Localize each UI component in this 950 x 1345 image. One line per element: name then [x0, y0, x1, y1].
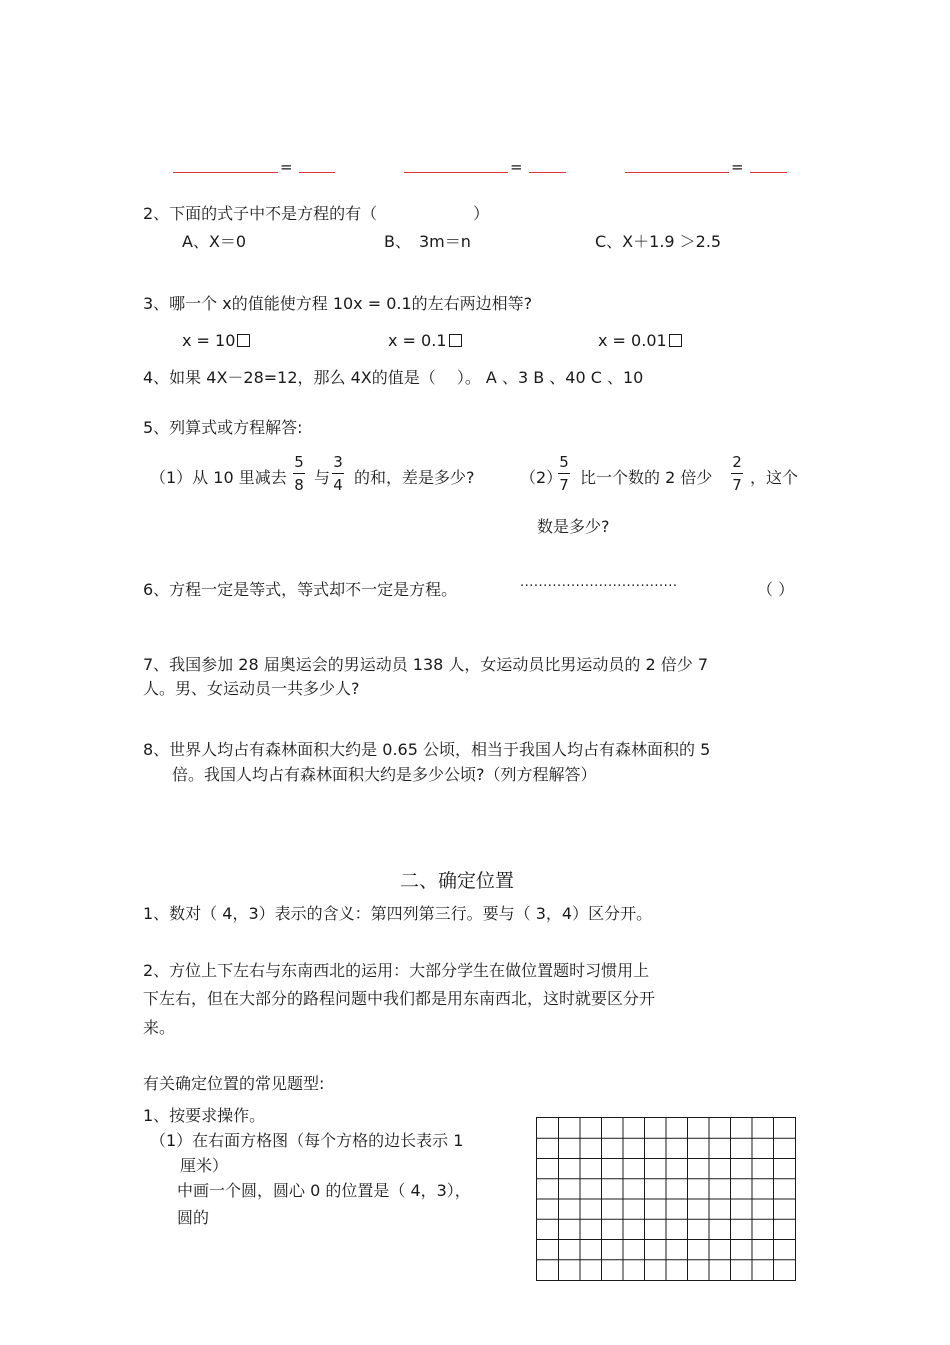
numerator: 5	[294, 453, 304, 471]
section-2-point-2-line2: 下左右，但在大部分的路程问题中我们都是用东南西北，这时就要区分开	[143, 989, 656, 1008]
equals-sign: =	[731, 158, 744, 176]
exercise-1-1-line3: 中画一个圆，圆心 0 的位置是（ 4，3），	[177, 1181, 471, 1200]
q2-option-a: A、X＝0	[182, 232, 247, 251]
denominator: 7	[559, 476, 569, 494]
section-2-title: 二、确定位置	[400, 870, 515, 892]
question-5: 5、列算式或方程解答:	[143, 418, 303, 437]
exercise-1-1-line1: （1）在右面方格图（每个方格的边长表示 1	[150, 1131, 464, 1150]
denominator: 8	[294, 476, 304, 494]
fraction	[731, 455, 743, 493]
section-2-point-2-line1: 2、方位上下左右与东南西北的运用：大部分学生在做位置题时习惯用上	[143, 961, 650, 980]
numerator: 2	[732, 453, 742, 471]
denominator: 4	[333, 476, 343, 494]
exercise-1: 1、按要求操作。	[143, 1106, 266, 1125]
q3-option-2	[388, 333, 462, 349]
blank-line[interactable]	[299, 172, 335, 173]
section-2-point-1: 1、数对（ 4，3）表示的含义：第四列第三行。要与（ 3，4）区分开。	[143, 904, 653, 923]
equals-sign: =	[510, 158, 523, 176]
q3-option-3	[598, 333, 682, 349]
equals-sign: =	[280, 158, 293, 176]
checkbox[interactable]	[237, 334, 250, 347]
checkbox[interactable]	[449, 334, 462, 347]
blank-line[interactable]	[750, 172, 787, 173]
numerator: 5	[559, 453, 569, 471]
exercise-1-1-line4: 圆的	[177, 1208, 210, 1227]
blank-line[interactable]	[404, 172, 508, 173]
q5-part2-suffix: ，这个	[750, 468, 799, 487]
blank-line[interactable]	[625, 172, 729, 173]
q6-dots: ··································	[520, 579, 678, 594]
q2-option-b: B、 3m＝n	[384, 232, 471, 251]
question-3: 3、哪一个 x的值能使方程 10x = 0.1的左右两边相等?	[143, 294, 533, 313]
question-8-line2: 倍。我国人均占有森林面积大约是多少公顷?（列方程解答）	[172, 765, 597, 784]
fraction	[293, 455, 305, 493]
q5-part1-suffix: 的和，差是多少?	[354, 468, 475, 487]
q5-part2-prefix: （2）	[520, 468, 563, 487]
q5-part1-prefix: （1）从 10 里减去	[150, 468, 287, 487]
question-8-line1: 8、世界人均占有森林面积大约是 0.65 公顷，相当于我国人均占有森林面积的 5	[143, 740, 711, 759]
section-2-point-2-line3: 来。	[143, 1018, 176, 1037]
question-4: 4、如果 4X－28=12，那么 4X的值是（ ）。 A 、3 B 、40 C 、10	[143, 368, 644, 387]
square-grid[interactable]	[536, 1117, 796, 1281]
q3-option-label: x = 0.1	[388, 331, 447, 350]
denominator: 7	[732, 476, 742, 494]
question-types-title: 有关确定位置的常见题型:	[143, 1074, 325, 1093]
q5-part2-line2: 数是多少?	[537, 517, 610, 536]
question-7-line2: 人。男、女运动员一共多少人?	[143, 679, 360, 698]
question-7-line1: 7、我国参加 28 届奥运会的男运动员 138 人，女运动员比男运动员的 2 倍少 7	[143, 655, 709, 674]
q5-part1-mid: 与	[314, 468, 331, 487]
numerator: 3	[333, 453, 343, 471]
fraction	[332, 455, 344, 493]
exercise-1-1-line2: 厘米）	[180, 1156, 229, 1175]
blank-line[interactable]	[173, 172, 278, 173]
q3-option-1	[182, 333, 250, 349]
q6-answer-paren[interactable]: （ ）	[757, 580, 795, 599]
q5-part2-mid: 比一个数的 2 倍少	[580, 468, 713, 487]
q2-option-c: C、X＋1.9 ＞2.5	[595, 232, 722, 251]
fraction	[558, 455, 570, 493]
question-2: 2、下面的式子中不是方程的有（ ）	[143, 204, 490, 223]
checkbox[interactable]	[669, 334, 682, 347]
q3-option-label: x = 10	[182, 331, 236, 350]
blank-line[interactable]	[529, 172, 566, 173]
q3-option-label: x = 0.01	[598, 331, 667, 350]
question-6: 6、方程一定是等式，等式却不一定是方程。	[143, 580, 458, 599]
